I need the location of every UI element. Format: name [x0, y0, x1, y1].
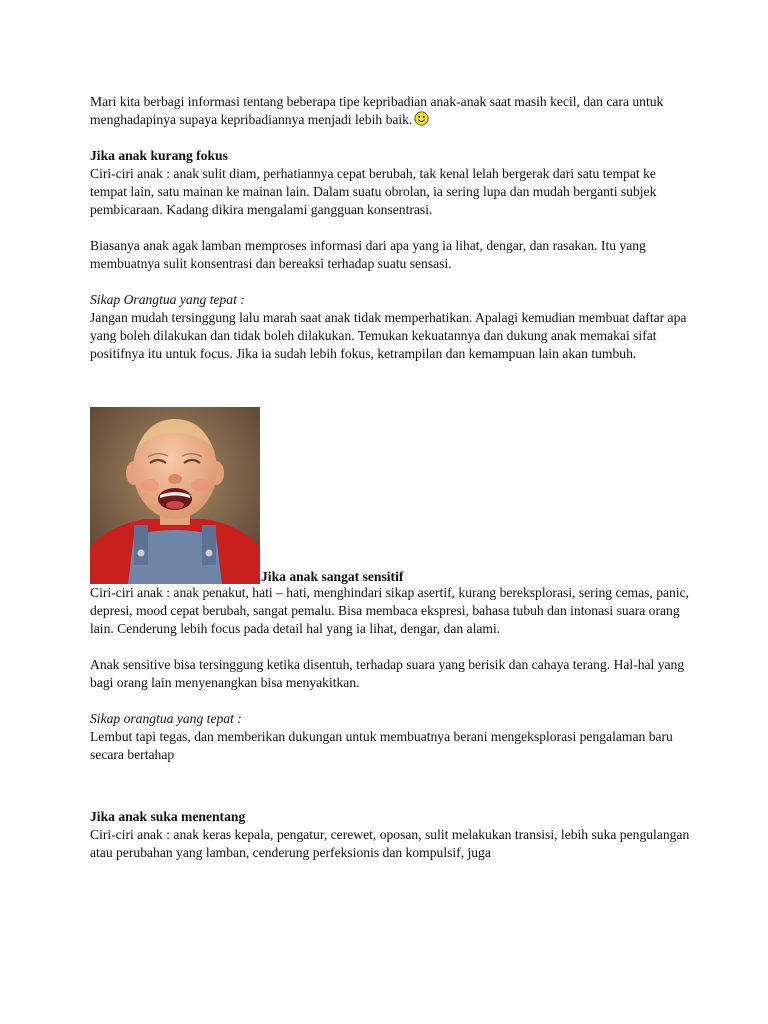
photo-heading-row: [90, 407, 690, 584]
section1-attitude: Jangan mudah tersinggung lalu marah saat anak tidak memperhatikan. Apalagi kemudian membuat daftar apa yang boleh dilakukan dan tidak boleh dilakukan. Temukan kekuatannya dan dukung anak memakai sifat positifnya itu untuk focus. Jika ia sudah lebih fokus, ketrampilan dan kemampuan lain akan tumbuh.: [90, 310, 687, 361]
document-page: [90, 93, 690, 862]
intro-paragraph: [90, 93, 690, 129]
section2-attitude-label: Sikap orangtua yang tepat :: [90, 711, 242, 726]
section2-explanation: Anak sensitive bisa tersinggung ketika disentuh, terhadap suara yang berisik dan cahaya terang. Hal-hal yang bagi orang lain menyenangkan bisa menyakitkan.: [90, 657, 685, 690]
section1-attitude-label: Sikap Orangtua yang tepat :: [90, 292, 245, 307]
section1-explanation: Biasanya anak agak lamban memproses informasi dari apa yang ia lihat, dengar, dan rasakan. Itu yang membuatnya sulit konsentrasi dan bereaksi terhadap suatu sensasi.: [90, 238, 646, 271]
section3-heading: Jika anak suka menentang: [90, 809, 246, 824]
section2-attitude: Lembut tapi tegas, dan memberikan dukungan untuk membuatnya berani mengeksplorasi pengalaman baru secara bertahap: [90, 729, 673, 762]
section2-heading: Jika anak sangat sensitif: [261, 569, 404, 584]
section1-heading: Jika anak kurang fokus: [90, 148, 228, 163]
section1-traits: Ciri-ciri anak : anak sulit diam, perhatiannya cepat berubah, tak kenal lelah bergerak dari satu tempat ke tempat lain, satu mainan ke mainan lain. Dalam suatu obrolan, ia sering lupa dan mudah berganti subjek pembicaraan. Kadang dikira mengalami gangguan konsentrasi.: [90, 166, 657, 217]
section2-traits: Ciri-ciri anak : anak penakut, hati – hati, menghindari sikap asertif, kurang bereksplorasi, sering cemas, panic, depresi, mood cepat berubah, sangat pemalu. Bisa membaca ekspresi, bahasa tubuh dan intonasi suara orang lain. Cenderung lebih focus pada detail hal yang ia lihat, dengar, dan alami.: [90, 585, 690, 636]
section3-traits: Ciri-ciri anak : anak keras kepala, pengatur, cerewet, oposan, sulit melakukan transisi, lebih suka pengulangan atau perubahan yang lamban, cenderung perfeksionis dan kompulsif, juga: [90, 827, 690, 860]
smiley-icon: [414, 111, 429, 126]
intro-text: Mari kita berbagi informasi tentang beberapa tipe kepribadian anak-anak saat masih kecil, dan cara untuk menghadapinya supaya kepribadiannya menjadi lebih baik.: [90, 94, 664, 127]
crying-baby-photo: [90, 407, 260, 584]
